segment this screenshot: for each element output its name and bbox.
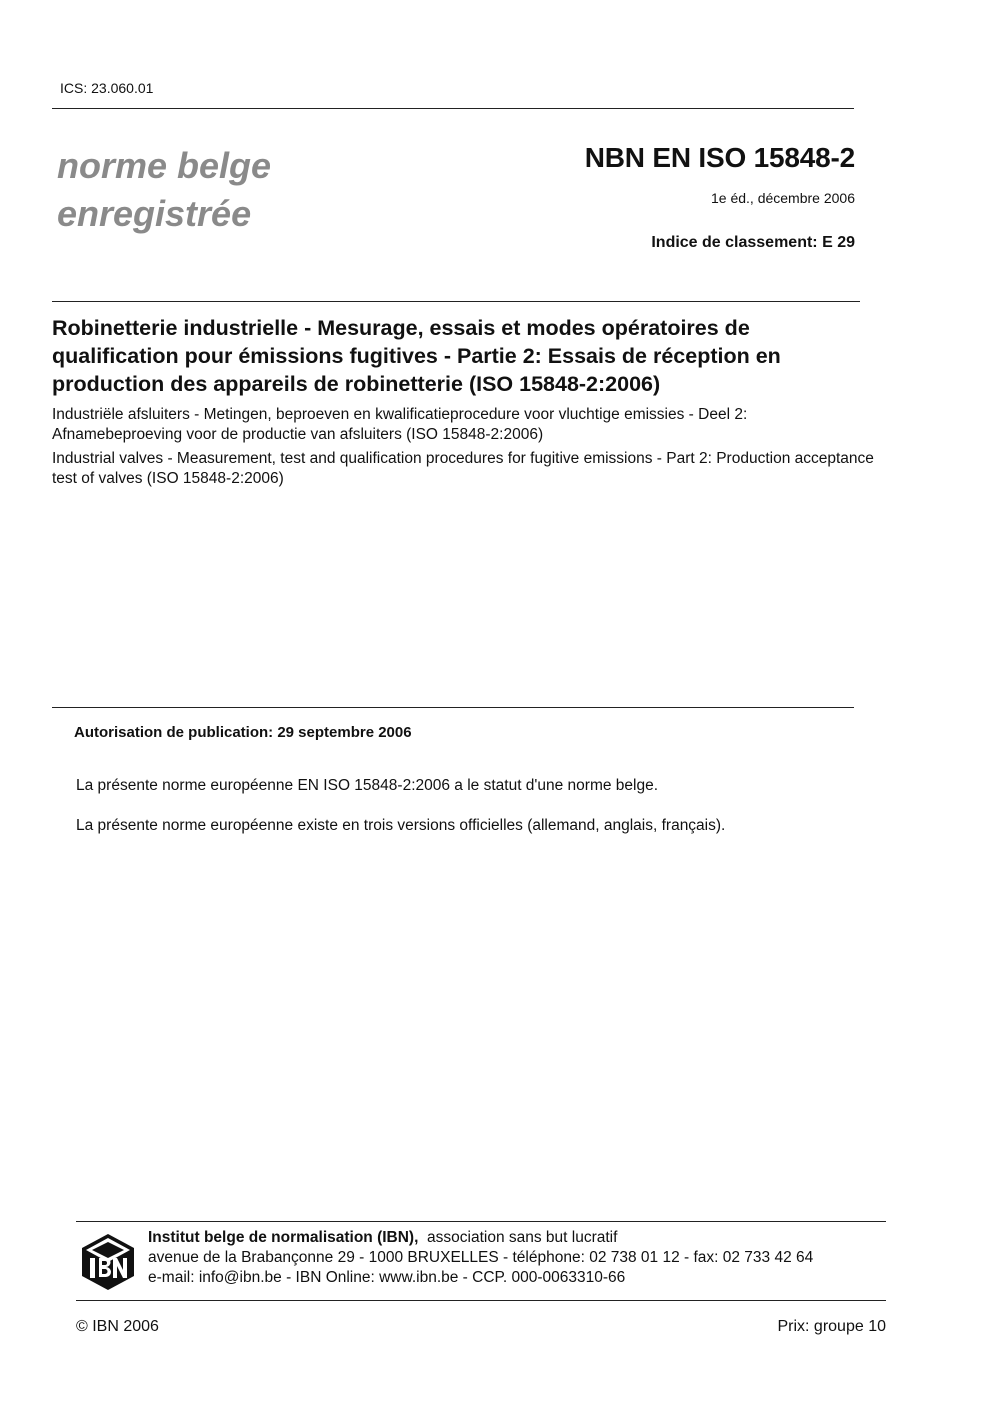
publication-authorisation: Autorisation de publication: 29 septembre 2006 bbox=[74, 724, 412, 741]
standard-code: NBN EN ISO 15848-2 bbox=[584, 142, 855, 173]
title-dutch: Industriële afsluiters - Metingen, beproeven en kwalificatieprocedure voor vluchtige emissies - Deel 2: Afnamebeproeving voor de productie van afsluiters (ISO 15848-2:2006) bbox=[52, 406, 748, 443]
organisation-contact: e-mail: info@ibn.be - IBN Online: www.ibn.be - CCP. 000-0063310-66 bbox=[148, 1269, 626, 1286]
organisation-type: association sans but lucratif bbox=[427, 1229, 618, 1246]
organisation-line bbox=[148, 1228, 813, 1248]
price-group: Prix: groupe 10 bbox=[777, 1318, 886, 1335]
norme-line-2: enregistrée bbox=[57, 193, 252, 234]
publication-rule bbox=[52, 707, 854, 708]
footer-top-rule bbox=[76, 1221, 886, 1222]
edition: 1e éd., décembre 2006 bbox=[711, 190, 855, 206]
norme-line-1: norme belge bbox=[57, 145, 272, 186]
ibn-logo-icon bbox=[82, 1234, 134, 1290]
ics-code: ICS: 23.060.01 bbox=[60, 80, 154, 96]
header-rule bbox=[52, 108, 854, 109]
status-paragraph: La présente norme européenne EN ISO 15848-2:2006 a le statut d'une norme belge. bbox=[76, 777, 659, 794]
organisation-address: avenue de la Brabançonne 29 - 1000 BRUXELLES - téléphone: 02 738 01 12 - fax: 02 733 42 64 bbox=[148, 1249, 814, 1266]
title-rule bbox=[52, 301, 860, 302]
title-english: Industrial valves - Measurement, test and qualification procedures for fugitive emissions - Part 2: Production acceptance test of valves (ISO 15848-2:2006) bbox=[52, 450, 874, 487]
organisation-block bbox=[148, 1228, 813, 1288]
norme-belge-label bbox=[57, 142, 271, 238]
title-french: Robinetterie industrielle - Mesurage, essais et modes opératoires de qualification pour émissions fugitives - Partie 2: Essais de réception en production des appareils de robinetterie (ISO 15848-2:2006) bbox=[52, 316, 781, 396]
versions-paragraph: La présente norme européenne existe en trois versions officielles (allemand, anglais, français). bbox=[76, 817, 726, 834]
organisation-name: Institut belge de normalisation (IBN), bbox=[148, 1229, 419, 1246]
classement-index: Indice de classement: E 29 bbox=[651, 234, 855, 251]
copyright: © IBN 2006 bbox=[76, 1318, 159, 1335]
footer-bottom-rule bbox=[76, 1300, 886, 1301]
